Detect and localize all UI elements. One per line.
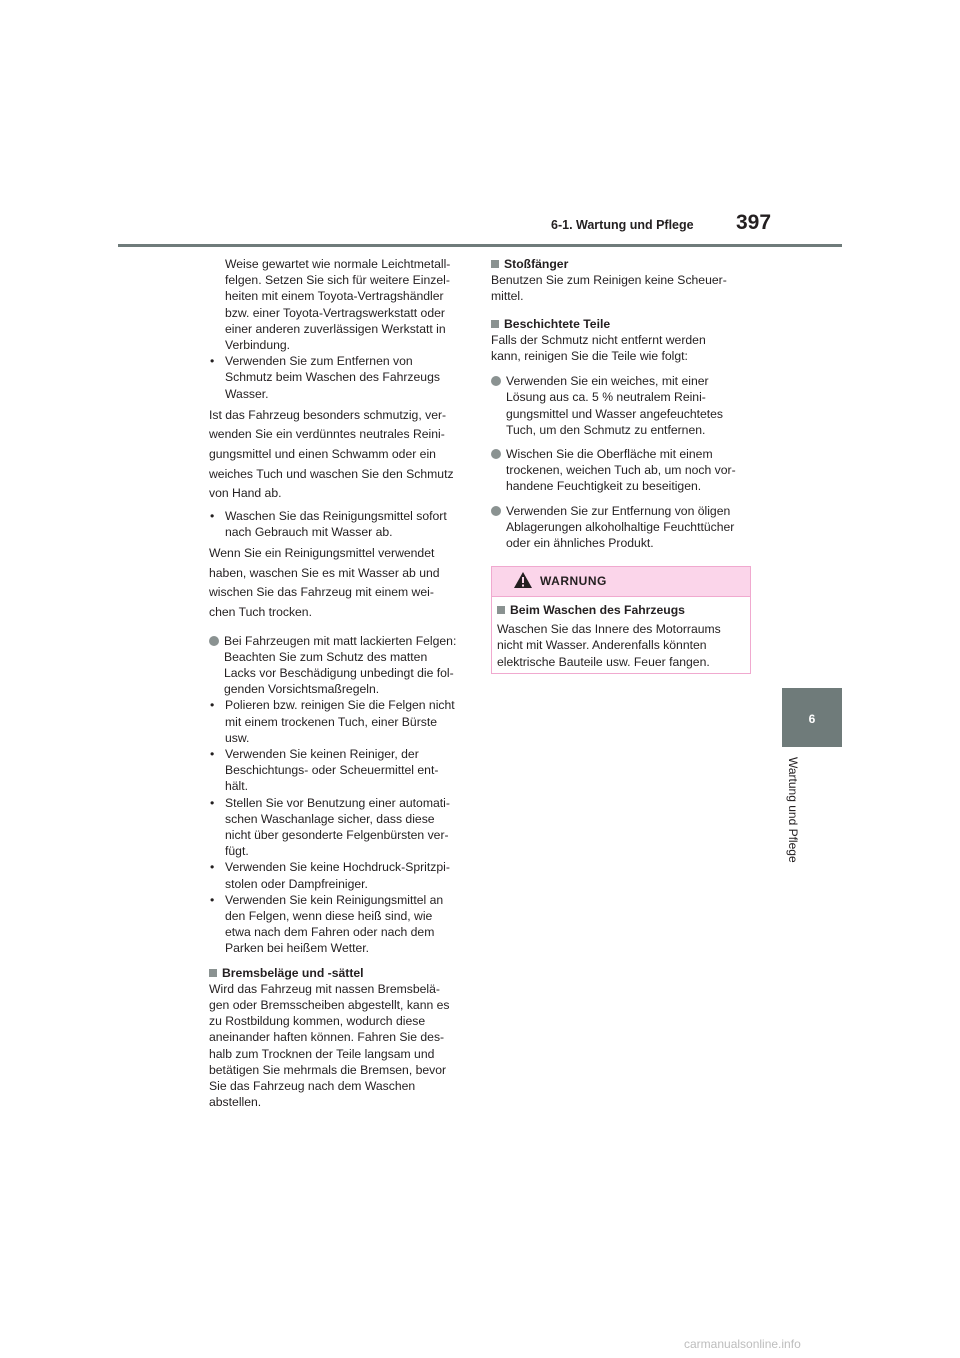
- bullet-marker: •: [210, 747, 215, 761]
- text-line: nach Gebrauch mit Wasser ab.: [225, 525, 393, 539]
- text-line: schen Waschanlage sicher, dass diese: [225, 811, 435, 826]
- square-bullet-icon: [491, 260, 499, 268]
- text-line: elektrische Bauteile usw. Feuer fangen.: [497, 654, 710, 669]
- text-line: Polieren bzw. reinigen Sie die Felgen nicht: [225, 698, 455, 713]
- text-line: nicht mit Wasser. Anderenfalls könnten: [497, 638, 707, 653]
- text-line: wischen Sie das Fahrzeug mit einem wei-: [209, 585, 434, 600]
- text-line: Ist das Fahrzeug besonders schmutzig, ver-: [209, 407, 447, 422]
- text-line: Verbindung.: [225, 338, 291, 353]
- bullet-marker: •: [210, 860, 215, 875]
- circle-bullet-icon: [209, 636, 219, 646]
- bullet-item: [209, 859, 471, 891]
- text-line: Parken bei heißem Wetter.: [225, 941, 370, 956]
- text-line: Benutzen Sie zum Reinigen keine Scheuer-: [491, 273, 727, 288]
- text-line: Verwenden Sie keine Hochdruck-Spritzpi-: [225, 860, 450, 875]
- bullet-item: [209, 353, 471, 402]
- text-line: Falls der Schmutz nicht entfernt werden: [491, 332, 706, 347]
- bullet-item: [209, 746, 471, 795]
- text-line: oder ein ähnliches Produkt.: [506, 536, 654, 551]
- bullet-item: [209, 697, 471, 746]
- bullet-marker: •: [210, 795, 215, 810]
- text-line: einer anderen zuverlässigen Werkstatt in: [225, 321, 446, 336]
- text-line: Weise gewartet wie normale Leichtmetall-: [225, 257, 451, 271]
- header-section-title: 6-1. Wartung und Pflege: [551, 218, 694, 232]
- text-line: Lacks vor Beschädigung unbedingt die fol-: [224, 665, 454, 680]
- text-line: aneinander haften können. Fahren Sie des-: [209, 1030, 445, 1045]
- continued-text: [209, 256, 471, 353]
- paragraph: [209, 406, 471, 504]
- text-line: Tuch, um den Schmutz zu entfernen.: [506, 422, 706, 437]
- text-line: weiches Tuch und waschen Sie den Schmutz: [209, 466, 454, 481]
- warning-heading: Beim Waschen des Fahrzeugs: [497, 602, 745, 618]
- section-heading: Stoßfänger: [491, 256, 753, 272]
- text-line: abstellen.: [209, 1095, 262, 1110]
- chapter-side-tab: [782, 688, 842, 747]
- text-line: Verwenden Sie keinen Reiniger, der: [225, 747, 419, 761]
- bullet-marker: •: [210, 508, 215, 523]
- text-line: fügt.: [225, 844, 249, 859]
- paragraph: [209, 544, 471, 622]
- text-line: hält.: [225, 779, 249, 794]
- text-line: Lösung aus ca. 5 % neutralem Reini-: [506, 390, 706, 405]
- text-line: mit einem trockenen Tuch, einer Bürste: [225, 714, 438, 729]
- text-line: zu Rostbildung kommen, wodurch diese: [209, 1014, 426, 1029]
- paragraph: [209, 981, 471, 1111]
- warning-title: WARNUNG: [540, 574, 607, 588]
- square-bullet-icon: [497, 606, 505, 614]
- text-line: Verwenden Sie ein weiches, mit einer: [506, 374, 709, 389]
- text-line: halb zum Trocknen der Teile langsam und: [209, 1046, 435, 1061]
- square-bullet-icon: [491, 320, 499, 328]
- footer-watermark[interactable]: carmanualsonline.info: [684, 1337, 801, 1351]
- text-line: Beschichtungs- oder Scheuermittel ent-: [225, 763, 439, 778]
- section-heading: Bremsbeläge und -sättel: [209, 965, 471, 981]
- text-line: handene Feuchtigkeit zu beseitigen.: [506, 479, 702, 494]
- text-line: Bei Fahrzeugen mit matt lackierten Felgen:: [224, 633, 457, 648]
- text-line: wenden Sie ein verdünntes neutrales Reini-: [209, 427, 445, 442]
- text-line: heiten mit einem Toyota-Vertragshändler: [225, 289, 444, 304]
- bullet-marker: •: [210, 354, 215, 369]
- text-line: den Felgen, wenn diese heiß sind, wie: [225, 909, 433, 924]
- right-column: [491, 256, 753, 551]
- circle-bullet-icon: [491, 506, 501, 516]
- bullet-marker: •: [210, 892, 215, 907]
- text-line: Beachten Sie zum Schutz des matten: [224, 649, 428, 664]
- circle-bullet-icon: [491, 449, 501, 459]
- text-line: genden Vorsichtsmaßregeln.: [224, 682, 380, 697]
- text-line: Sie das Fahrzeug nach dem Waschen: [209, 1079, 416, 1094]
- circle-item: [491, 373, 753, 438]
- text-line: mittel.: [491, 289, 524, 304]
- text-line: Verwenden Sie kein Reinigungsmittel an: [225, 892, 444, 907]
- text-line: nicht über gesonderte Felgenbürsten ver-: [225, 828, 449, 843]
- text-line: felgen. Setzen Sie sich für weitere Einzel-: [225, 273, 450, 288]
- text-line: Waschen Sie das Innere des Motorraums: [497, 622, 721, 637]
- warning-body: [492, 597, 750, 670]
- text-line: usw.: [225, 730, 250, 745]
- page-number: 397: [736, 211, 772, 234]
- circle-bullet-icon: [491, 376, 501, 386]
- text-line: Wenn Sie ein Reinigungsmittel verwendet: [209, 546, 435, 561]
- text-line: Verwenden Sie zum Entfernen von: [225, 354, 413, 369]
- text-line: Wasser.: [225, 386, 269, 401]
- text-line: gungsmittel und einen Schwamm oder ein: [209, 447, 436, 462]
- text-line: Wischen Sie die Oberfläche mit einem: [506, 447, 713, 462]
- text-line: Waschen Sie das Reinigungsmittel sofort: [225, 508, 447, 523]
- text-line: Ablagerungen alkoholhaltige Feuchttücher: [506, 519, 735, 534]
- text-line: trockenen, weichen Tuch ab, um noch vor-: [506, 463, 736, 478]
- chapter-number: 6: [808, 712, 816, 726]
- bullet-item: [209, 892, 471, 957]
- circle-item: [491, 446, 753, 495]
- circle-item: [491, 503, 753, 552]
- text-line: gungsmittel und Wasser angefeuchtetes: [506, 406, 724, 421]
- text-line: Stellen Sie vor Benutzung einer automati-: [225, 795, 450, 810]
- text-line: gen oder Bremsscheiben abgestellt, kann es: [209, 998, 450, 1013]
- bullet-item: [209, 795, 471, 860]
- section-heading: Beschichtete Teile: [491, 316, 753, 332]
- paragraph: [491, 272, 753, 304]
- warning-header: [492, 567, 750, 597]
- chapter-side-label: Wartung und Pflege: [786, 757, 800, 863]
- header-rule: [118, 244, 842, 247]
- square-bullet-icon: [209, 969, 217, 977]
- text-line: Schmutz beim Waschen des Fahrzeugs: [225, 370, 440, 385]
- text-line: chen Tuch trocken.: [209, 604, 312, 619]
- text-line: betätigen Sie mehrmals die Bremsen, bevor: [209, 1062, 447, 1077]
- text-line: stolen oder Dampfreiniger.: [225, 876, 368, 891]
- text-line: Verwenden Sie zur Entfernung von öligen: [506, 503, 731, 518]
- text-line: von Hand ab.: [209, 486, 282, 501]
- text-line: haben, waschen Sie es mit Wasser ab und: [209, 565, 440, 580]
- bullet-item: [209, 508, 471, 540]
- warning-triangle-icon: [513, 571, 533, 589]
- text-line: kann, reinigen Sie die Teile wie folgt:: [491, 349, 688, 364]
- text-line: bzw. einer Toyota-Vertragswerkstatt oder: [225, 305, 445, 320]
- bullet-marker: •: [210, 698, 215, 713]
- circle-item: [209, 633, 471, 698]
- left-column: [209, 256, 471, 1110]
- paragraph: [491, 332, 753, 364]
- text-line: Wird das Fahrzeug mit nassen Bremsbelä-: [209, 981, 440, 996]
- warning-box: [491, 566, 751, 674]
- text-line: etwa nach dem Fahren oder nach dem: [225, 925, 435, 940]
